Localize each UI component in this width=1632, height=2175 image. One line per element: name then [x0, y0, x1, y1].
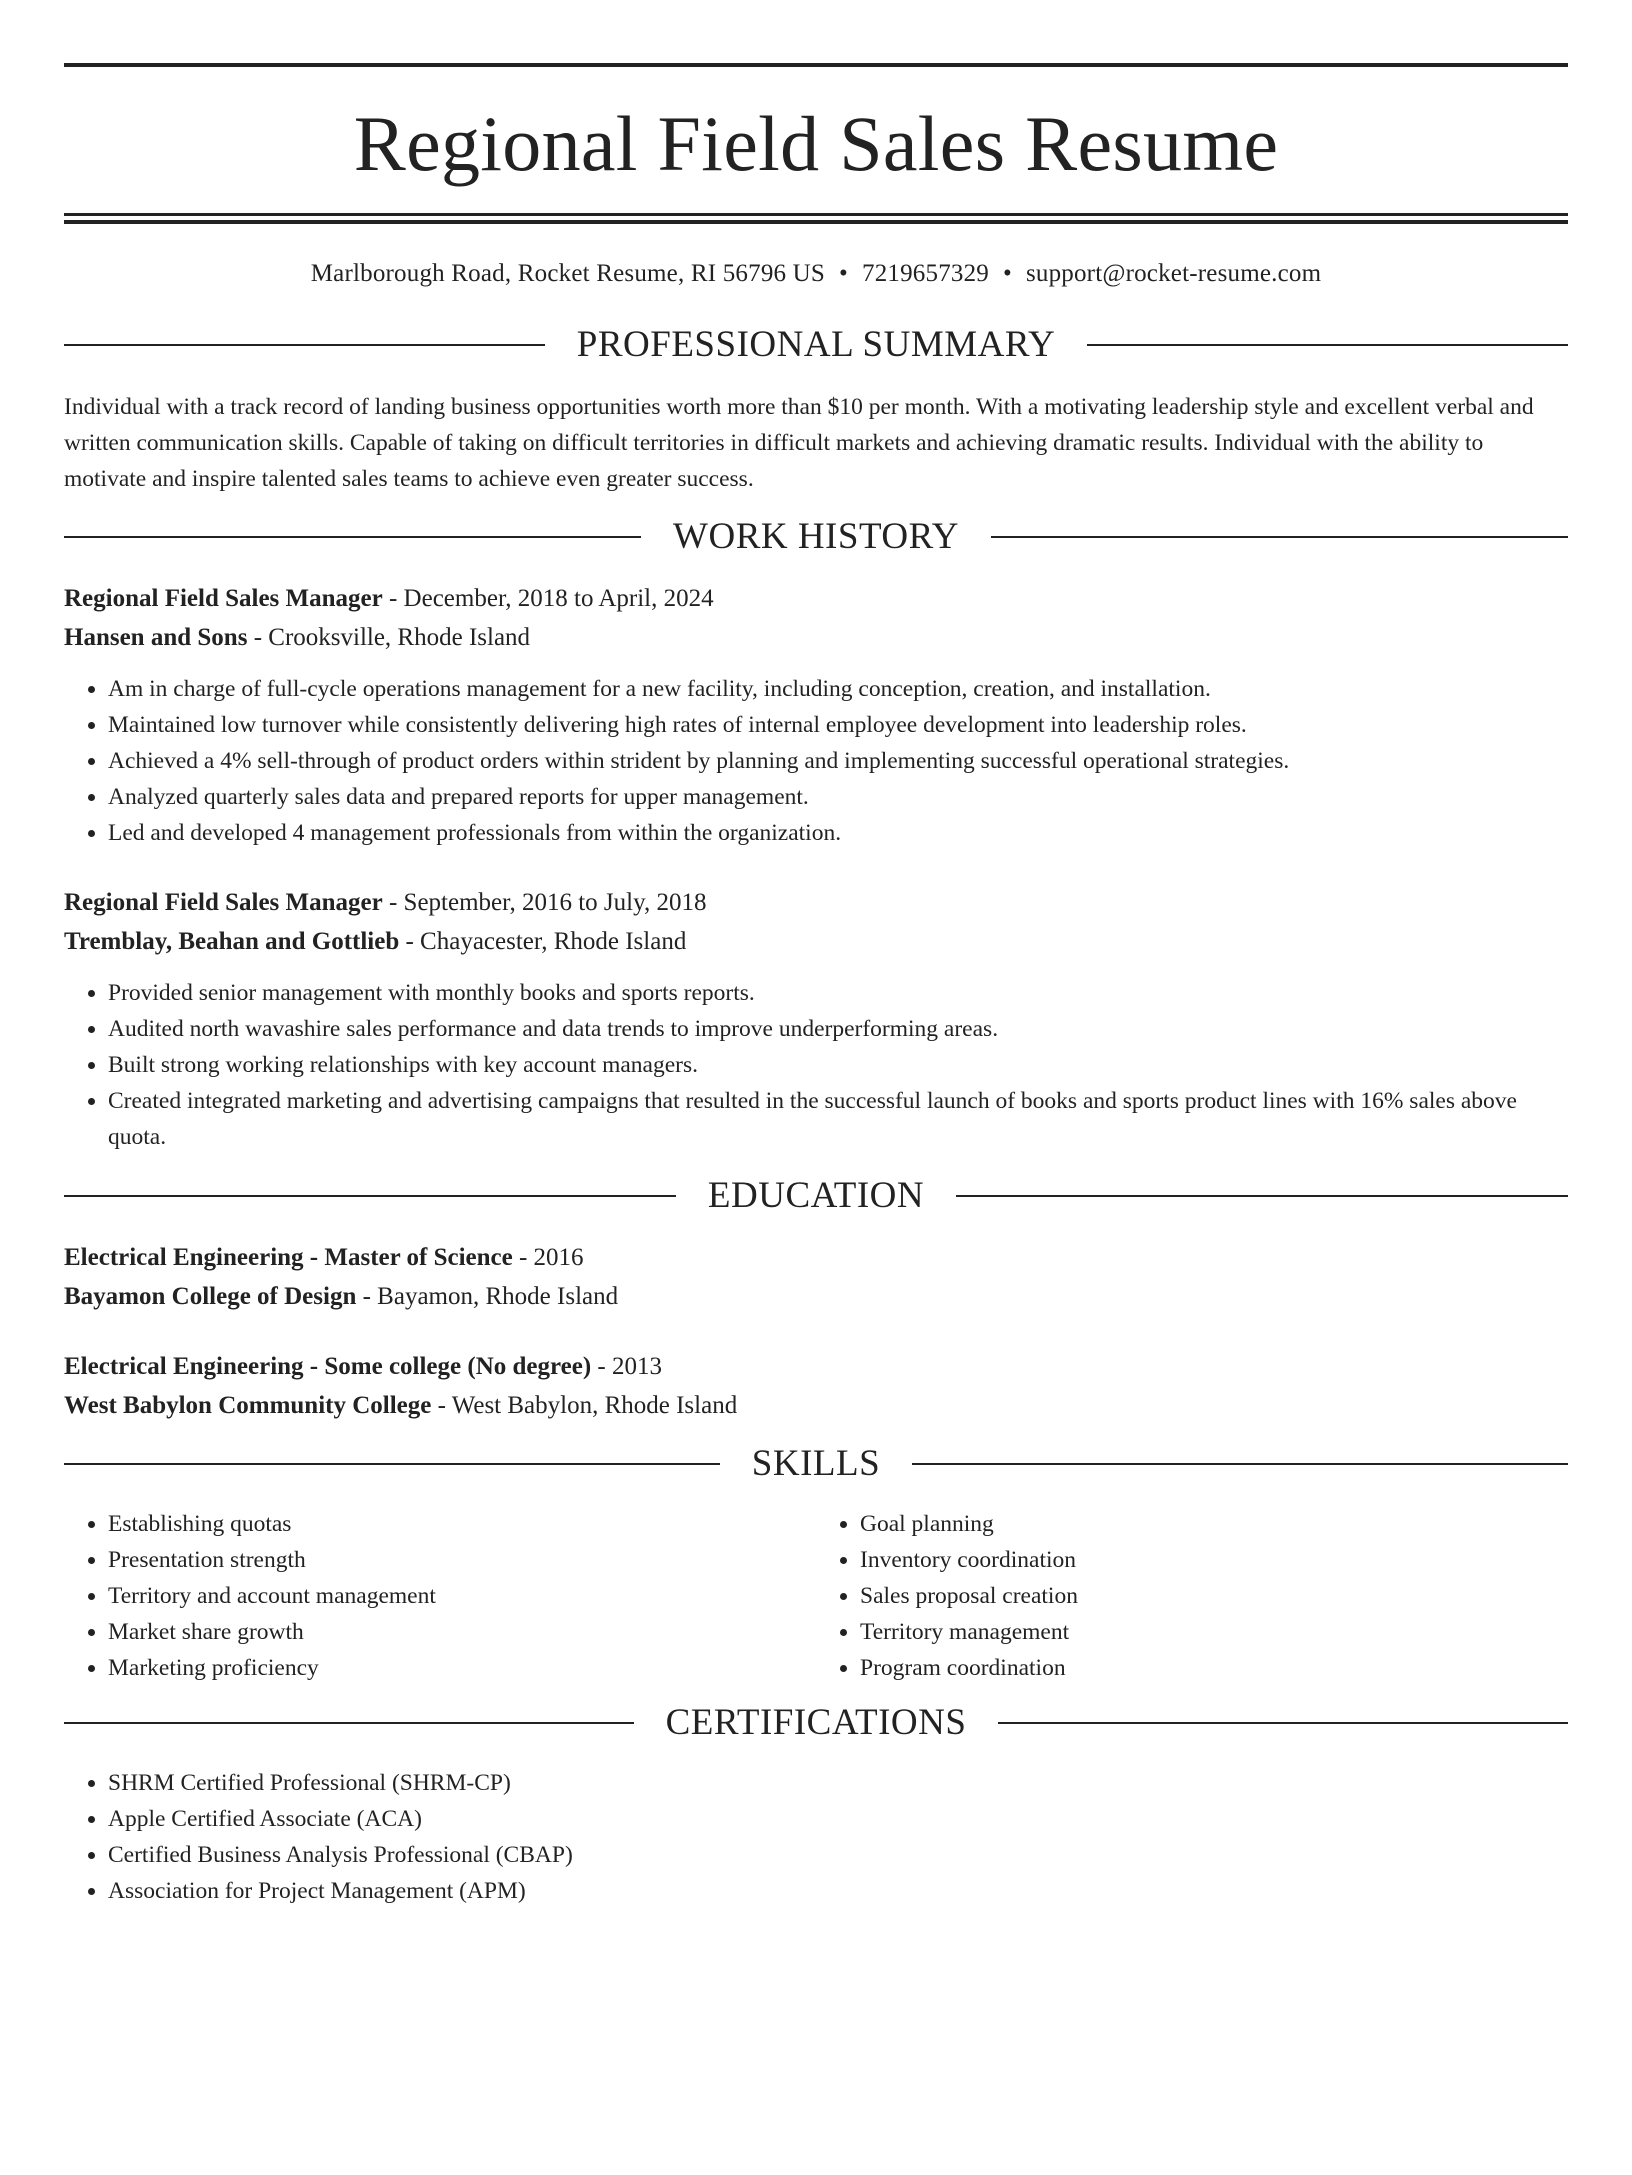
contact-address: Marlborough Road, Rocket Resume, RI 56796 US — [310, 260, 826, 287]
skill-item: • Market share growth — [108, 1614, 816, 1650]
job-dates: - December, 2018 to April, 2024 — [382, 585, 714, 612]
education-school: Bayamon College of Design — [64, 1283, 357, 1310]
certification-item: • Certified Business Analysis Professional (CBAP) — [108, 1837, 1568, 1873]
job-company-line — [64, 922, 1568, 961]
job-company: Hansen and Sons — [64, 624, 248, 651]
skill-item: • Establishing quotas — [108, 1506, 816, 1542]
skills-heading — [64, 1445, 1568, 1482]
contact-separator: • — [839, 260, 848, 287]
job-title: Regional Field Sales Manager — [64, 585, 383, 612]
skill-item: • Territory and account management — [108, 1578, 816, 1614]
education-school-line — [64, 1386, 1568, 1425]
skill-item: • Presentation strength — [108, 1542, 816, 1578]
resume-page — [0, 63, 1632, 2175]
job-bullets — [64, 975, 1568, 1155]
education-school-line — [64, 1277, 1568, 1316]
job-bullet: • Achieved a 4% sell-through of product orders within strident by planning and implementing successful operational strategies. — [108, 743, 1568, 779]
skill-item: • Program coordination — [860, 1650, 1568, 1686]
skills-list-right — [816, 1506, 1568, 1686]
education-year: - 2013 — [591, 1353, 662, 1380]
certifications-list — [64, 1765, 1568, 1909]
job-entry — [64, 579, 1568, 851]
certification-item: • Apple Certified Associate (ACA) — [108, 1801, 1568, 1837]
job-bullet: • Am in charge of full-cycle operations management for a new facility, including conception, creation, and installation. — [108, 671, 1568, 707]
job-title-line — [64, 883, 1568, 922]
contact-line — [64, 260, 1568, 288]
job-bullet: • Provided senior management with monthly books and sports reports. — [108, 975, 1568, 1011]
summary-heading-text: PROFESSIONAL SUMMARY — [576, 324, 1056, 365]
education-degree: Electrical Engineering - Master of Science — [64, 1244, 513, 1271]
education-entry — [64, 1238, 1568, 1316]
education-heading — [64, 1177, 1568, 1214]
job-bullets — [64, 671, 1568, 851]
certification-item: • Association for Project Management (APM) — [108, 1873, 1568, 1909]
skills-list-left — [64, 1506, 816, 1686]
education-heading-text: EDUCATION — [707, 1175, 925, 1216]
resume-title: Regional Field Sales Resume — [353, 100, 1279, 187]
work-history-heading — [64, 518, 1568, 555]
job-company-line — [64, 618, 1568, 657]
summary-text: Individual with a track record of landing business opportunities worth more than $10 per month. With a motivating leadership style and excellent verbal and written communication skills. Capable of taking on difficult territories in difficult markets and achieving dramatic results. Individual with the ability to motivate and inspire talented sales teams to achieve even greater success. — [64, 394, 1534, 492]
certifications-heading-text: CERTIFICATIONS — [665, 1702, 967, 1743]
education-year: - 2016 — [512, 1244, 584, 1271]
job-title: Regional Field Sales Manager — [64, 889, 383, 916]
skill-item: • Goal planning — [860, 1506, 1568, 1542]
job-location: - Chayacester, Rhode Island — [399, 928, 687, 955]
education-entry — [64, 1347, 1568, 1425]
job-title-line — [64, 579, 1568, 618]
skill-item: • Inventory coordination — [860, 1542, 1568, 1578]
job-dates: - September, 2016 to July, 2018 — [382, 889, 707, 916]
title-double-rule — [64, 213, 1568, 224]
certification-item: • SHRM Certified Professional (SHRM-CP) — [108, 1765, 1568, 1801]
job-entry — [64, 883, 1568, 1155]
skills-heading-text: SKILLS — [751, 1443, 881, 1484]
job-company: Tremblay, Beahan and Gottlieb — [64, 928, 400, 955]
contact-email: support@rocket-resume.com — [1025, 260, 1322, 287]
summary-heading — [64, 326, 1568, 363]
education-location: - Bayamon, Rhode Island — [356, 1283, 619, 1310]
education-degree: Electrical Engineering - Some college (No degree) — [64, 1353, 592, 1380]
contact-separator: • — [1003, 260, 1012, 287]
job-bullet: • Built strong working relationships with key account managers. — [108, 1047, 1568, 1083]
job-bullet: • Led and developed 4 management professionals from within the organization. — [108, 815, 1568, 851]
work-history-heading-text: WORK HISTORY — [673, 516, 959, 557]
education-degree-line — [64, 1238, 1568, 1277]
education-location: - West Babylon, Rhode Island — [431, 1392, 738, 1419]
job-bullet: • Audited north wavashire sales performance and data trends to improve underperforming areas. — [108, 1011, 1568, 1047]
education-degree-line — [64, 1347, 1568, 1386]
education-school: West Babylon Community College — [64, 1392, 432, 1419]
top-rule — [64, 63, 1568, 67]
skills-columns — [64, 1506, 1568, 1686]
skill-item: • Marketing proficiency — [108, 1650, 816, 1686]
certifications-heading — [64, 1704, 1568, 1741]
skill-item: • Sales proposal creation — [860, 1578, 1568, 1614]
skill-item: • Territory management — [860, 1614, 1568, 1650]
job-location: - Crooksville, Rhode Island — [247, 624, 531, 651]
contact-phone: 7219657329 — [862, 260, 989, 287]
job-bullet: • Analyzed quarterly sales data and prepared reports for upper management. — [108, 779, 1568, 815]
job-bullet: • Created integrated marketing and advertising campaigns that resulted in the successful launch of books and sports product lines with 16% sales above quota. — [108, 1083, 1568, 1155]
job-bullet: • Maintained low turnover while consistently delivering high rates of internal employee development into leadership roles. — [108, 707, 1568, 743]
